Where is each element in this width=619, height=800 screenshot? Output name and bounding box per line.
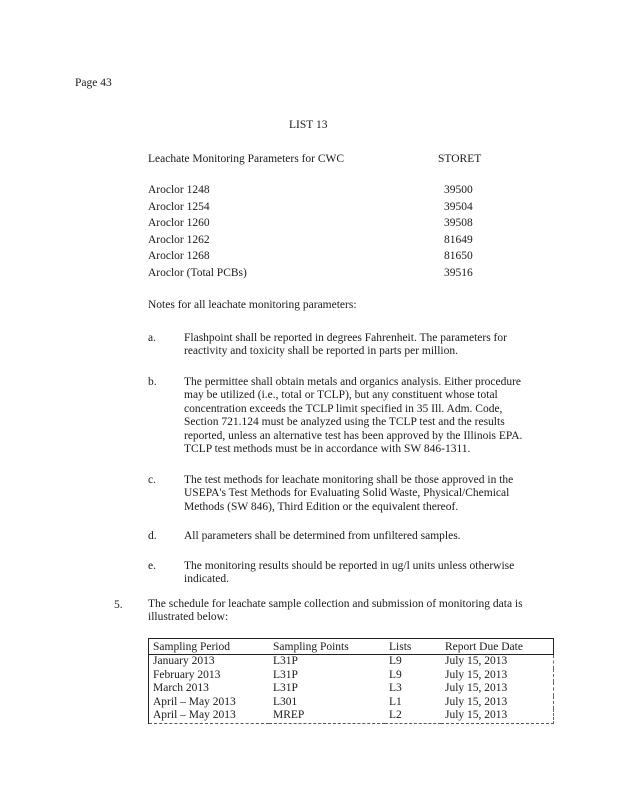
column-header: Lists bbox=[385, 639, 441, 655]
note-text: All parameters shall be determined from unfiltered samples. bbox=[184, 530, 461, 542]
table-row bbox=[149, 682, 554, 696]
table-cell: January 2013 bbox=[149, 655, 270, 669]
column-header: Report Due Date bbox=[441, 639, 554, 655]
parameter-row bbox=[148, 248, 478, 265]
table-cell: April – May 2013 bbox=[149, 696, 270, 710]
column-header: Sampling Points bbox=[269, 639, 385, 655]
parameter-row bbox=[148, 215, 478, 232]
note-text: The test methods for leachate monitoring shall be those approved in the USEPA's Test Methods for Evaluating Solid Waste, Physical/Chemical Methods (SW 846), Third Edition or the equivalent thereof. bbox=[184, 474, 514, 513]
table-cell: July 15, 2013 bbox=[441, 655, 554, 669]
table-cell: July 15, 2013 bbox=[441, 709, 554, 723]
table-cell: L3 bbox=[389, 682, 402, 695]
parameter-name: Aroclor 1268 bbox=[148, 250, 210, 263]
note-text: The permittee shall obtain metals and organics analysis. Either procedure may be utilized (i.e., total or TCLP), but any constituent whose total concentration exceeds the TCLP limit specified in 35 Ill. Adm. Code, Section 721.124 must be analyzed using the TCLP test and the results reported, unless an alternative test has been approved by the Illinois EPA. TCLP test methods must be in accordance with SW 846-1311. bbox=[184, 376, 523, 456]
parameter-row bbox=[148, 265, 478, 282]
note-label: d. bbox=[148, 530, 157, 542]
note-label: b. bbox=[148, 376, 157, 388]
parameters-header: Leachate Monitoring Parameters for CWC bbox=[148, 153, 345, 165]
table-cell: L9 bbox=[389, 668, 402, 681]
table-cell: L9 bbox=[389, 655, 402, 667]
table-cell: L31P bbox=[273, 682, 298, 695]
table-cell: L1 bbox=[389, 695, 402, 708]
table-cell: March 2013 bbox=[149, 682, 270, 696]
schedule-table bbox=[148, 638, 554, 724]
table-row bbox=[149, 669, 554, 683]
table-cell: July 15, 2013 bbox=[441, 669, 554, 683]
notes-intro: Notes for all leachate monitoring parameters: bbox=[148, 299, 357, 311]
item-number: 5. bbox=[114, 599, 123, 611]
parameter-name: Aroclor (Total PCBs) bbox=[148, 266, 247, 279]
schedule-intro: The schedule for leachate sample collection and submission of monitoring data is illustrated below: bbox=[148, 598, 523, 624]
storet-code: 39504 bbox=[444, 200, 473, 213]
table-cell: MREP bbox=[269, 709, 385, 723]
table-cell: L301 bbox=[273, 695, 298, 708]
storet-code: 39500 bbox=[444, 184, 473, 196]
table-row bbox=[149, 696, 554, 710]
parameter-row bbox=[148, 199, 478, 216]
list-title: LIST 13 bbox=[289, 119, 328, 131]
storet-code: 81649 bbox=[444, 233, 473, 246]
page-number: Page 43 bbox=[75, 77, 112, 89]
table-cell: L31P bbox=[273, 668, 298, 681]
table-cell: February 2013 bbox=[149, 669, 270, 683]
table-header-row bbox=[149, 639, 554, 655]
storet-code: 81650 bbox=[444, 250, 473, 263]
table-cell: July 15, 2013 bbox=[441, 696, 554, 710]
parameter-name: Aroclor 1260 bbox=[148, 217, 210, 230]
parameter-name: Aroclor 1262 bbox=[148, 233, 210, 246]
parameter-list bbox=[148, 182, 478, 282]
storet-header: STORET bbox=[438, 153, 482, 165]
table-row bbox=[149, 709, 554, 723]
parameter-name: Aroclor 1248 bbox=[148, 184, 210, 196]
table-cell: L31P bbox=[273, 655, 298, 667]
column-header: Sampling Period bbox=[149, 639, 270, 655]
table-row bbox=[149, 655, 554, 669]
storet-code: 39516 bbox=[444, 266, 473, 279]
storet-code: 39508 bbox=[444, 217, 473, 230]
note-label: e. bbox=[148, 560, 156, 572]
parameter-name: Aroclor 1254 bbox=[148, 200, 210, 213]
parameter-row bbox=[148, 232, 478, 249]
note-label: a. bbox=[148, 332, 156, 344]
table-cell: April – May 2013 bbox=[149, 709, 270, 723]
note-text: The monitoring results should be reported in ug/l units unless otherwise indicated. bbox=[184, 560, 515, 586]
table-cell: July 15, 2013 bbox=[441, 682, 554, 696]
table-cell: L2 bbox=[385, 709, 441, 723]
note-label: c. bbox=[148, 474, 156, 486]
note-text: Flashpoint shall be reported in degrees Fahrenheit. The parameters for reactivity and toxicity shall be reported in parts per million. bbox=[184, 332, 507, 358]
parameter-row bbox=[148, 182, 478, 199]
